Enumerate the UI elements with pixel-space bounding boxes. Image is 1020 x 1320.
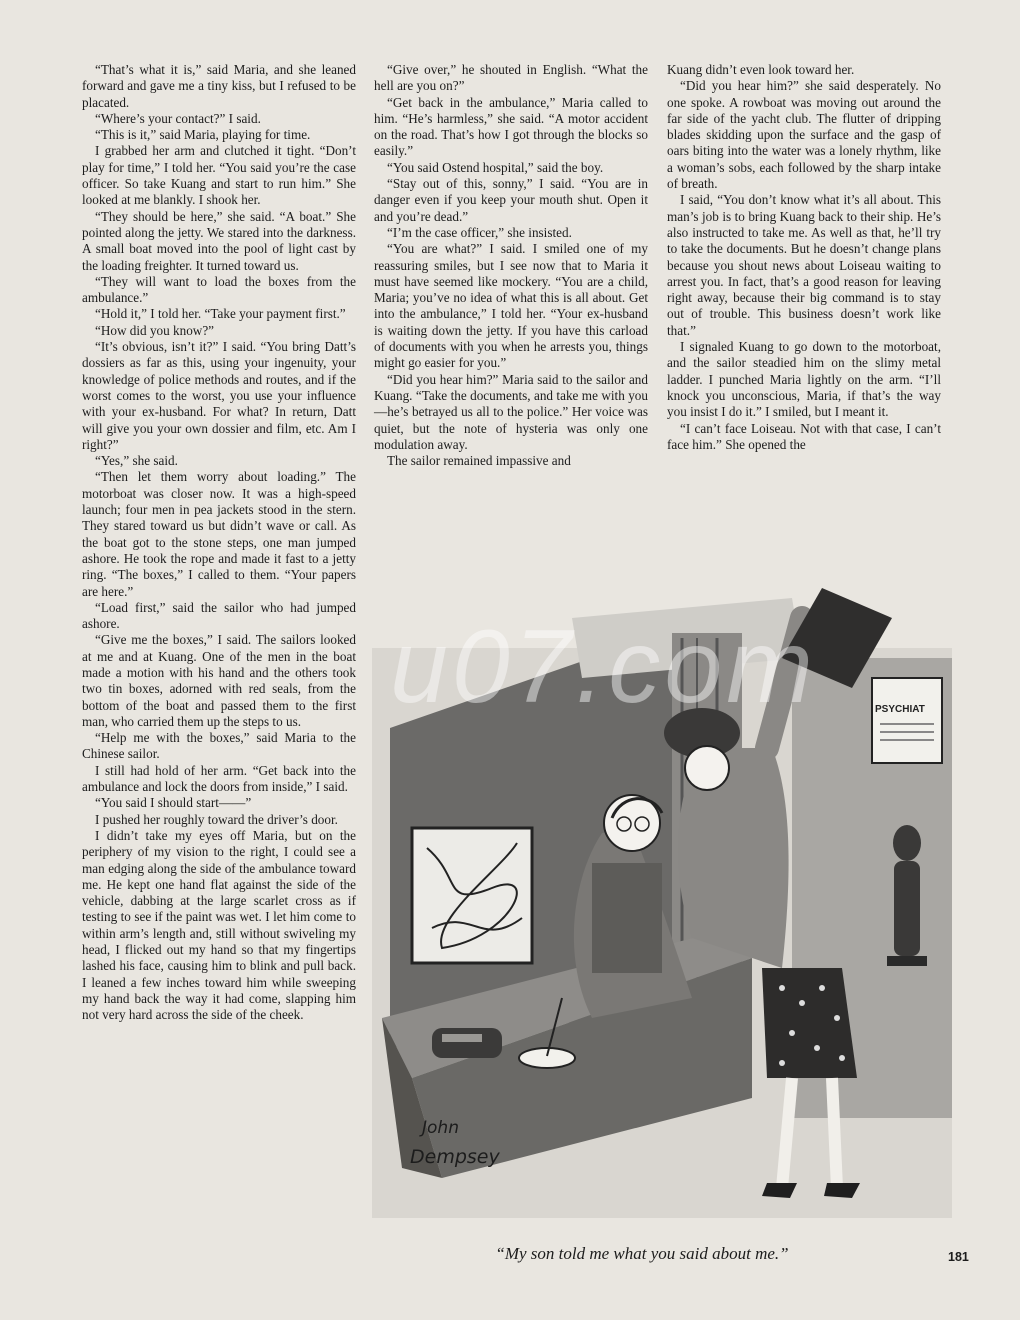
article-column-1 bbox=[82, 62, 356, 1024]
paragraph: “Hold it,” I told her. “Take your payment first.” bbox=[95, 306, 346, 322]
cartoon-illustration bbox=[372, 578, 952, 1218]
paragraph: I signaled Kuang to go down to the motorboat, and the sailor steadied him on the slimy metal ladder. I punched Maria lightly on the arm. “I’ll knock you unconscious, Maria, if that’s the way you insist I do it.” I smiled, but I meant it. bbox=[667, 339, 941, 420]
paragraph: “How did you know?” bbox=[95, 322, 215, 338]
paragraph: I still had hold of her arm. “Get back into the ambulance and lock the doors from inside,” I said. bbox=[82, 762, 356, 795]
paragraph: I pushed her roughly toward the driver’s door. bbox=[95, 811, 338, 827]
paragraph: “Did you hear him?” Maria said to the sailor and Kuang. “Take the documents, and take me with you—he’s betrayed us all to the police.” Her voice was quiet, but the note of hysteria was only one modulation away. bbox=[374, 371, 648, 452]
paragraph: “Help me with the boxes,” said Maria to the Chinese sailor. bbox=[82, 730, 356, 762]
paragraph: I didn’t take my eyes off Maria, but on the periphery of my vision to the right, I could see a man edging along the side of the ambulance toward me. He kept one hand flat against the side of the vehicle, dabbing at the large scarlet cross as if testing to see if the paint was wet. I let him come to within arm’s length and, still without swiveling my head, I flicked out my hand so that my fingertips lashed his face, causing him to blink and pull back. I leaned a few inches toward him while sweeping my hand back the way it had come, slapping him not very hard across the side of the cheek. bbox=[82, 827, 356, 1023]
paragraph: “It’s obvious, isn’t it?” I said. “You bring Datt’s dossiers as far as this, using your ingenuity, your knowledge of police methods and routes, and if the worst comes to the worst, you use your influence with your ex-husband. For what? In return, Datt will give you your own dossier and film, etc. Am I right?” bbox=[82, 339, 356, 452]
watermark: u07.com bbox=[390, 609, 817, 725]
paragraph: I grabbed her arm and clutched it tight. “Don’t play for time,” I told her. “You said you’re the case officer. So take Kuang and start to run him.” She looked at me blankly. I shook her. bbox=[82, 143, 356, 208]
paragraph: “Give me the boxes,” I said. The sailors looked at me and at Kuang. One of the men in the boat made a motion with his hand and the others took two tin boxes, adorned with red seals, from the bottom of the boat and passed them to the first man, who carried them up the steps to us. bbox=[82, 632, 356, 729]
signature-line-1: John bbox=[422, 1118, 459, 1138]
article-column-2 bbox=[374, 62, 648, 469]
paragraph: Kuang didn’t even look toward her. bbox=[667, 62, 855, 77]
page-number: 181 bbox=[948, 1250, 969, 1264]
wall-sign-text: PSYCHIAT bbox=[875, 704, 925, 715]
paragraph: “Give over,” he shouted in English. “What the hell are you on?” bbox=[374, 62, 648, 94]
article-column-3 bbox=[667, 62, 941, 453]
paragraph: “I can’t face Loiseau. Not with that case, I can’t face him.” She opened the bbox=[667, 420, 941, 452]
paragraph: “They will want to load the boxes from the ambulance.” bbox=[82, 273, 356, 306]
cartoon-caption: “My son told me what you said about me.” bbox=[495, 1244, 789, 1263]
paragraph: “Did you hear him?” she said desperately. No one spoke. A rowboat was moving out around the far side of the yacht club. The flutter of dripping blades skidding upon the surface and the gasp of oars biting into the water was a lonely rhythm, like a woman’s sobs, each followed by the sharp intake of breath. bbox=[667, 78, 941, 192]
paragraph: “Then let them worry about loading.” The motorboat was closer now. It was a high-speed launch; four men in pea jackets stood in the stern. They stared toward us but didn’t wave or call. As the boat got to the stone steps, one man jumped ashore. He took the rope and made it fast to a jetty ring. “The boxes,” I called to them. “Your papers are here.” bbox=[82, 469, 356, 599]
paragraph: “Get back in the ambulance,” Maria called to him. “He’s harmless,” she said. “A motor accident on the road. That’s how I got through the blocks so easily.” bbox=[374, 94, 648, 159]
paragraph: “Where’s your contact?” I said. bbox=[95, 110, 261, 126]
paragraph: “Load first,” said the sailor who had jumped ashore. bbox=[82, 599, 356, 632]
paragraph: “They should be here,” she said. “A boat.” She pointed along the jetty. We stared into the darkness. A small boat moved into the pool of light cast by the loading freighter. It turned toward us. bbox=[82, 208, 356, 273]
paragraph: “This is it,” said Maria, playing for time. bbox=[95, 127, 311, 143]
paragraph: “You are what?” I said. I smiled one of my reassuring smiles, but I see now that to Maria it must have seemed like mockery. “You are a child, Maria; you’ve no idea of what this is all about. Get into the ambulance,” I told her. “Your ex-husband is waiting down the jetty. If you have this carload of documents with you when he arrests you, things might go easier for you.” bbox=[374, 241, 648, 371]
paragraph: “Yes,” she said. bbox=[95, 453, 178, 469]
paragraph: “Stay out of this, sonny,” I said. “You are in danger even if you keep your mouth shut. Open it and you’re dead.” bbox=[374, 176, 648, 224]
paragraph: “That’s what it is,” said Maria, and she leaned forward and gave me a tiny kiss, but I refused to be placated. bbox=[82, 62, 356, 110]
paragraph: I said, “You don’t know what it’s all about. This man’s job is to bring Kuang back to their ship. He’s also instructed to take me. As well as that, he’ll try to take the documents. But he doesn’t change plans because you shout news about Loiseau waiting to arrest you. In fact, that’s a good reason for leaving right away, because their big command is to stay out of trouble. This business doesn’t work like that.” bbox=[667, 192, 941, 338]
paragraph: “You said I should start——” bbox=[95, 795, 252, 811]
paragraph: The sailor remained impassive and bbox=[387, 453, 571, 469]
signature-line-2: Dempsey bbox=[410, 1146, 500, 1168]
paragraph: “I’m the case officer,” she insisted. bbox=[387, 224, 572, 240]
paragraph: “You said Ostend hospital,” said the boy. bbox=[387, 159, 604, 175]
